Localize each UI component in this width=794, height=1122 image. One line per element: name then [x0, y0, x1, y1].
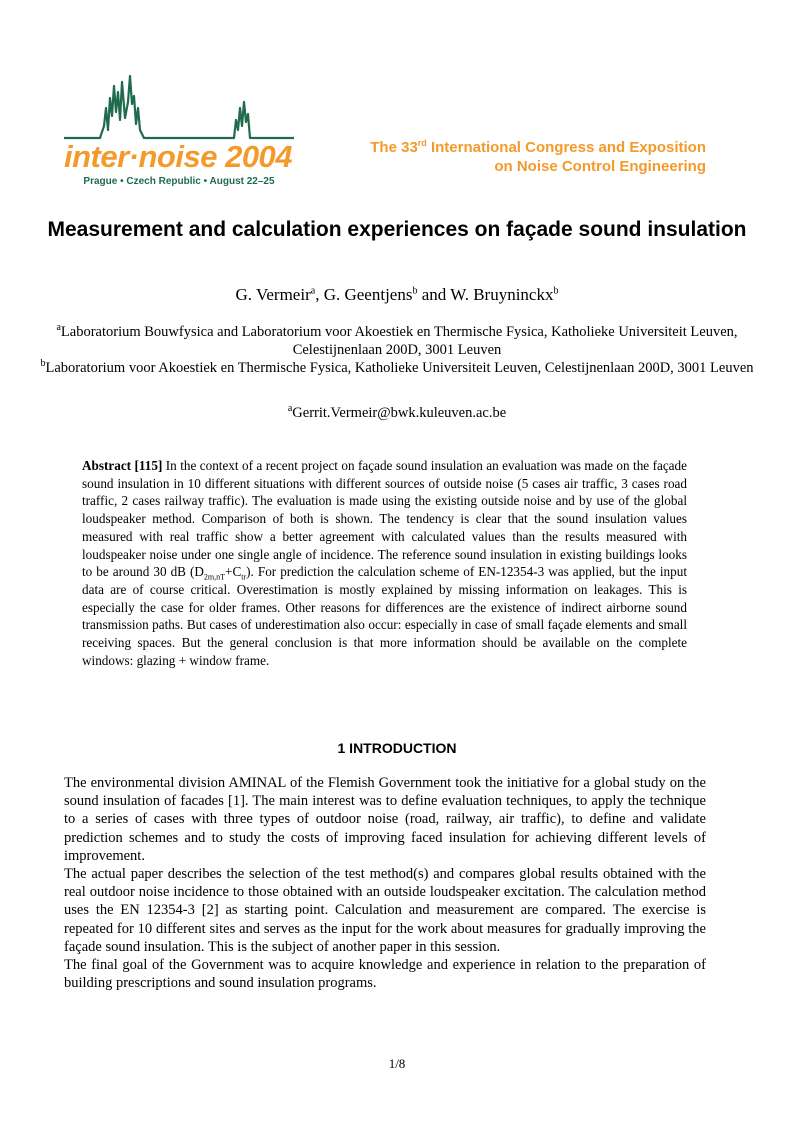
- contact-email: [40, 404, 754, 422]
- congress-name: International Congress and Exposition: [426, 139, 706, 156]
- email-address: Gerrit.Vermeir@bwk.kuleuven.ac.be: [292, 405, 507, 421]
- abstract: [82, 457, 687, 669]
- affiliation-a-marker: a: [56, 322, 61, 334]
- author-2-affil: b: [412, 285, 418, 297]
- page-number: 1/8: [388, 1056, 406, 1071]
- abstract-text-2: ). For prediction the calculation scheme of EN-12354-3 was applied, but the input data are of course critical. Overestimation is mostly explained by missing information on leakages. This is especially the case for older frames. Other reasons for differences are the existence of indirect airborne sound transmission paths. But cases of underestimation also occur: especially in case of small façade elements and small receiving spaces. But the general conclusion is that more information should be available on the complete windows: glazing + window frame.: [82, 564, 687, 668]
- author-1-affil: a: [310, 285, 316, 297]
- skyline-line: [64, 76, 294, 138]
- conference-logo: [64, 68, 294, 194]
- affiliations: [40, 323, 754, 377]
- author-3-affil: b: [553, 285, 559, 297]
- abstract-subscript-1: 2m,nT: [203, 572, 226, 582]
- logo-wordmark: inter·noise 2004: [64, 139, 293, 174]
- author-separator: ,: [315, 285, 324, 304]
- author-2: G. Geentjens: [323, 285, 413, 304]
- paper-title: Measurement and calculation experiences on façade sound insulation: [47, 218, 747, 241]
- abstract-text-mid: +C: [225, 564, 242, 580]
- email-marker: a: [287, 403, 293, 415]
- abstract-label: Abstract [115]: [82, 458, 163, 473]
- abstract-subscript-2: tr: [241, 572, 247, 582]
- congress-header: [370, 138, 706, 176]
- affiliation-b: [40, 359, 754, 377]
- congress-ordinal-suffix: rd: [417, 138, 427, 148]
- affiliation-a: [40, 323, 754, 359]
- paragraph: The environmental division AMINAL of the Flemish Government took the initiative for a global study on the sound insulation of facades [1]. The main interest was to define evaluation techniques, to apply the technique to a series of cases with three types of outdoor noise (road, railway, air traffic), to define and validate prediction schemes and to study the costs of improving faced insulation for achieving different levels of improvement.: [64, 775, 706, 864]
- introduction-body: [64, 774, 706, 992]
- author-3: W. Bruyninckx: [450, 285, 554, 304]
- congress-ordinal: The 33: [370, 139, 418, 156]
- logo-subtitle: Prague • Czech Republic • August 22–25: [83, 176, 275, 187]
- abstract-text-1: In the context of a recent project on façade sound insulation an evaluation was made on the façade sound insulation in 10 different situations with different sources of outside noise (5 cases air traffic, 3 cases road traffic, 2 cases railway traffic). The evaluation is made using the existing outside noise and by use of the global loudspeaker method. Comparison of both is shown. The tendency is clear that the sound insulation values measured with real traffic show a better agreement with calculated values than the results measured with loudspeaker noise under one single angle of incidence. The reference sound insulation in existing buildings looks to be around 30 dB (D: [82, 458, 687, 580]
- skyline-logo-icon: [64, 68, 294, 148]
- congress-line-2: on Noise Control Engineering: [494, 158, 706, 175]
- author-separator: and: [417, 285, 451, 304]
- section-heading-introduction: 1 INTRODUCTION: [337, 740, 457, 756]
- congress-line-1: [370, 138, 706, 157]
- paragraph: The actual paper describes the selection of the test method(s) and compares global results obtained with the real outdoor noise incidence to those obtained with an outside loudspeaker excitation. The calculation method uses the EN 12354-3 [2] as starting point. Calculation and measurement are compared. The exercise is repeated for 10 different sites and serves as the input for the work about measures for gradually improving the façade sound insulation. This is the subject of another paper in this session.: [64, 866, 706, 955]
- affiliation-a-text: Laboratorium Bouwfysica and Laboratorium voor Akoestiek en Thermische Fysica, Katholieke Universiteit Leuven, Celestijnenlaan 200D, 3001 Leuven: [60, 324, 738, 358]
- author-1: G. Vermeir: [235, 285, 311, 304]
- paragraph: The final goal of the Government was to acquire knowledge and experience in relation to the preparation of building prescriptions and sound insulation programs.: [64, 957, 706, 992]
- author-list: [40, 285, 754, 305]
- affiliation-b-marker: b: [40, 358, 46, 370]
- affiliation-b-text: Laboratorium voor Akoestiek en Thermische Fysica, Katholieke Universiteit Leuven, Celestijnenlaan 200D, 3001 Leuven: [45, 360, 754, 376]
